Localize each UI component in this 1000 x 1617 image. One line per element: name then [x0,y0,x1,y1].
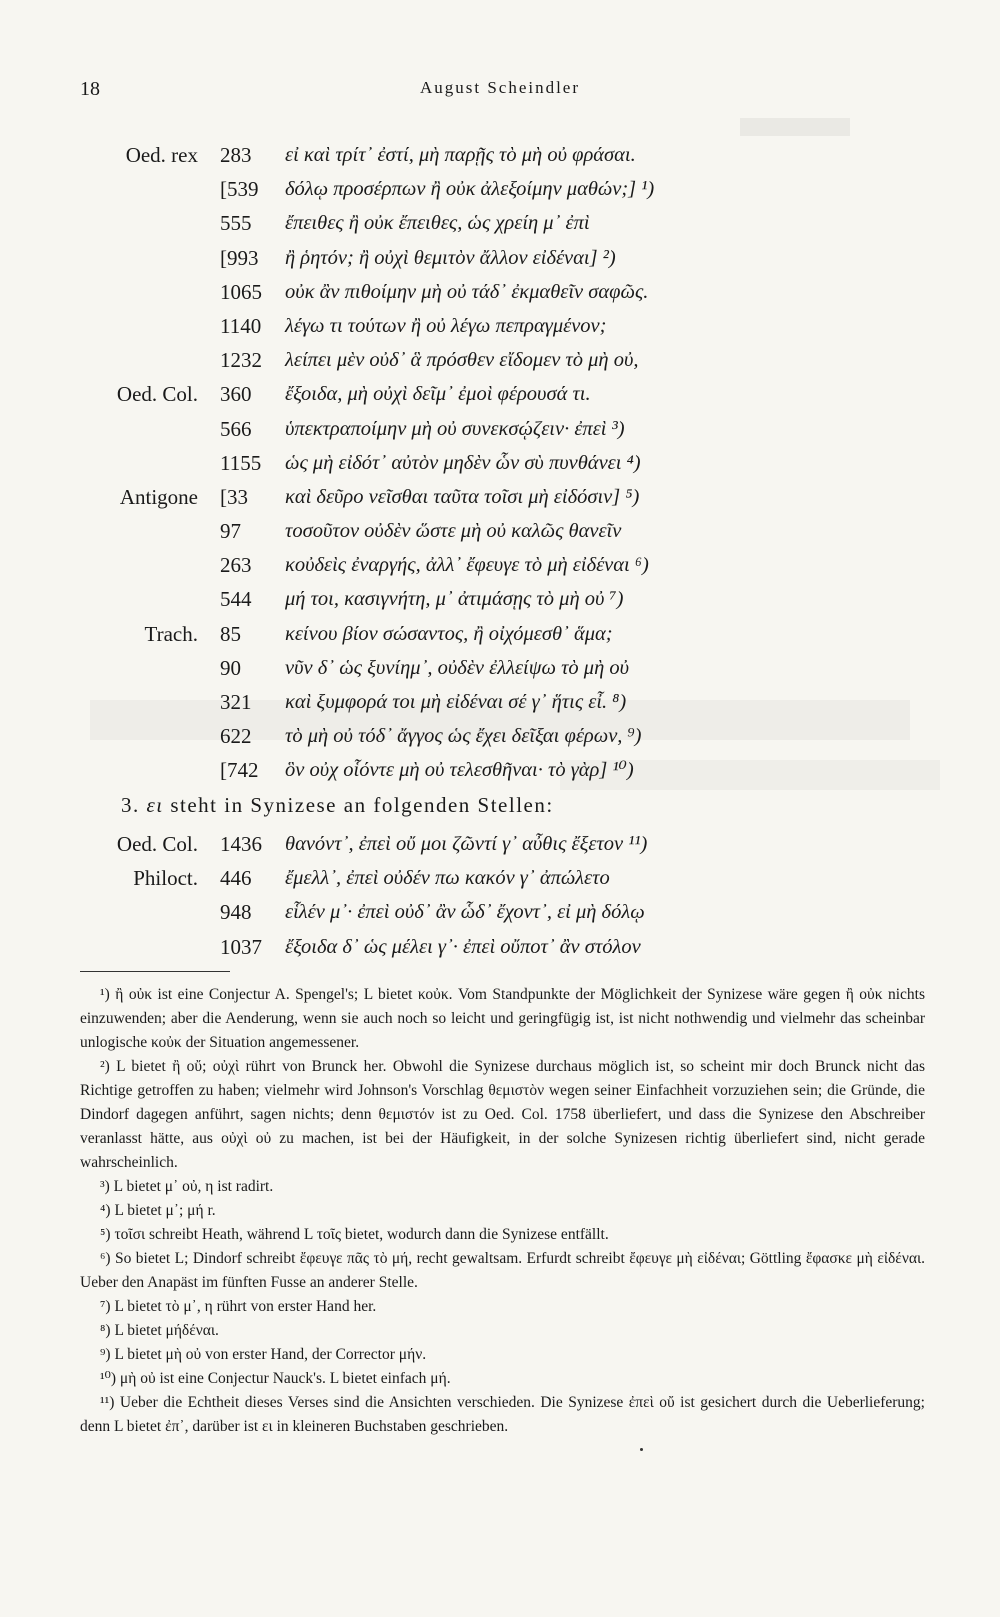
line-number: [993 [220,245,259,270]
verse-row [80,377,940,411]
line-number: 85 [220,621,241,646]
running-title: August Scheindler [419,78,581,97]
line-number: 1436 [220,832,262,856]
footnote-rule [80,971,230,972]
bleed-through-texture [740,118,850,136]
verse-citation-list [80,138,940,788]
footnote: ³) L bietet μ᾽ οὐ, η ist radirt. [100,1178,274,1195]
line-number: 1232 [220,348,262,373]
footnote: ⁸) L bietet μήδέναι. [100,1322,219,1339]
greek-verse: κείνου βίον σώσαντος, ἢ οἰχόμεσθ᾽ ἅμα; [285,622,613,645]
play-name: Trach. [144,621,198,646]
line-number: [33 [220,484,248,509]
verse-row [80,206,940,240]
greek-verse: θανόντ᾽, ἐπεὶ οὔ μοι ζῶντί γ᾽ αὖθις ἔξετον ¹¹) [285,833,648,855]
footnote: ²) L bietet ἢ οὔ; οὐχὶ rührt von Brunck her. Obwohl die Synizese durchaus möglich ist, so scheint mir doch Brunck nicht das Richtige getroffen zu haben; vielmehr wird Johnson's Vorschlag θεμιστὸν wegen seiner Einfachheit vorzuziehen sein; die Gründe, die Dindorf dagegen anführt, sagen nichts; denn θεμιστόν ist zu Oed. Col. 1758 überliefert, und dass die Synizese den Abschreiber veranlasst hätte, aus οὐχὶ οὐ zu machen, ist bei der Häufigkeit, in der solche Synizesen richtig überliefert sind, nicht gerade wahrscheinlich. [80,1058,925,1171]
verse-row [80,514,940,548]
page-number: 18 [80,78,100,100]
greek-verse: καὶ δεῦρο νεῖσθαι ταῦτα τοῖσι μὴ εἰδόσιν] ⁵) [285,485,640,508]
play-name: Philoct. [133,866,198,891]
greek-verse: τοσοῦτον οὐδὲν ὥστε μὴ οὐ καλῶς θανεῖν [285,520,622,543]
line-number: 1140 [220,313,262,338]
line-number: 948 [220,900,252,925]
line-number: 1155 [220,450,262,475]
section-heading [121,793,554,818]
greek-verse: λέγω τι τούτων ἢ οὐ λέγω πεπραγμένον; [285,314,607,337]
verse-row [80,446,940,480]
line-number: 622 [220,724,252,749]
greek-verse: οὐκ ἂν πιθοίμην μὴ οὐ τάδ᾽ ἐκμαθεῖν σαφῶς. [285,280,649,303]
greek-verse: εἰ καὶ τρίτ᾽ ἐστί, μὴ παρῇς τὸ μὴ οὐ φράσαι. [285,144,636,166]
greek-verse: ἔξοιδα δ᾽ ὡς μέλει γ᾽· ἐπεὶ οὔποτ᾽ ἂν στόλον [285,935,641,958]
verse-row [80,548,940,582]
play-name: Oed. Col. [116,832,198,856]
footnote: ¹) ἢ οὐκ ist eine Conjectur A. Spengel's; L bietet κοὐκ. Vom Standpunkte der Möglichkeit der Synizese wäre gegen ἢ οὐκ nichts einzuwenden; aber die Aenderung, wenn sie auch noch so leicht und geringfügig ist, ist nicht nothwendig und vielmehr das scheinbar unlogische κοὐκ der Situation angemessener. [80,986,925,1051]
verse-row [80,480,940,514]
verse-row [80,412,940,446]
footnote: ¹¹) Ueber die Echtheit dieses Verses sind die Ansichten verschieden. Die Synizese ἐπεὶ οὔ ist gesichert durch die Ueberlieferung; denn L bietet ἐπ᾽, darüber ist ει in kleineren Buchstaben geschrieben. [80,1394,925,1435]
verse-row [80,309,940,343]
greek-verse: ἔμελλ᾽, ἐπεὶ οὐδέν πω κακόν γ᾽ ἀπώλετο [285,867,610,890]
line-number: [742 [220,758,259,783]
verse-row [80,685,940,719]
greek-verse: ὡς μὴ εἰδότ᾽ αὐτὸν μηδὲν ὧν σὺ πυνθάνει ⁴) [285,451,641,474]
ink-speck [640,1448,643,1451]
section-text: steht in Synizese an folgenden Stellen: [170,793,554,817]
verse-row [80,861,940,895]
line-number: 566 [220,416,252,441]
line-number: 544 [220,587,252,612]
verse-row [80,343,940,377]
footnote: ⁹) L bietet μὴ οὐ von erster Hand, der Corrector μήν. [100,1346,427,1363]
play-name: Oed. rex [125,143,198,167]
footnote: ⁵) τοῖσι schreibt Heath, während L τοῖς bietet, wodurch dann die Synizese entfällt. [100,1226,609,1243]
line-number: 1065 [220,279,262,304]
greek-verse: δόλῳ προσέρπων ἢ οὐκ ἀλεξοίμην μαθών;] ¹) [285,178,655,201]
verse-row [80,138,940,172]
section-number: 3. [121,793,140,817]
greek-verse: ὃν οὐχ οἷόντε μὴ οὐ τελεσθῆναι· τὸ γὰρ] ¹⁰) [285,759,634,782]
greek-verse: καὶ ξυμφορά τοι μὴ εἰδέναι σέ γ᾽ ἥτις εἶ. ⁸) [285,691,627,713]
verse-row [80,895,940,929]
line-number: 90 [220,655,241,680]
greek-verse: εἷλέν μ᾽· ἐπεὶ οὐδ᾽ ἂν ὧδ᾽ ἔχοντ᾽, εἰ μὴ δόλῳ [285,901,645,924]
verse-row [80,753,940,787]
page-header [80,78,920,108]
footnote: ⁷) L bietet τὸ μ᾽, η rührt von erster Hand her. [100,1298,377,1315]
greek-verse: ἔξοιδα, μὴ οὐχὶ δεῖμ᾽ ἐμοὶ φέρουσά τι. [285,383,591,406]
line-number: 446 [220,866,252,891]
footnotes [80,983,925,1439]
verse-row [80,617,940,651]
greek-verse: ὑπεκτραποίμην μὴ οὐ συνεκσῴζειν· ἐπεὶ ³) [285,417,625,440]
line-number: 97 [220,519,241,544]
greek-verse: τὸ μὴ οὐ τόδ᾽ ἄγγος ὡς ἔχει δεῖξαι φέρων, ⁹) [285,725,642,748]
line-number: 555 [220,211,252,236]
line-number: [539 [220,177,259,202]
greek-verse: νῦν δ᾽ ὡς ξυνίημ᾽, οὐδὲν ἐλλείψω τὸ μὴ οὐ [285,656,630,679]
greek-verse: λείπει μὲν οὐδ᾽ ἃ πρόσθεν εἴδομεν τὸ μὴ οὐ, [285,349,639,372]
line-number: 360 [220,382,252,407]
footnote: ¹⁰) μὴ οὐ ist eine Conjectur Nauck's. L bietet einfach μή. [100,1370,451,1387]
verse-row [80,275,940,309]
verse-row [80,241,940,275]
greek-verse: κοὐδεὶς ἐναργής, ἀλλ᾽ ἔφευγε τὸ μὴ εἰδέναι ⁶) [285,554,649,577]
greek-verse: μή τοι, κασιγνήτη, μ᾽ ἀτιμάσῃς τὸ μὴ οὐ ⁷) [285,588,624,611]
verse-row [80,651,940,685]
section-marker: ει [146,793,164,817]
footnote: ⁶) So bietet L; Dindorf schreibt ἔφευγε πᾶς τὸ μή, recht gewaltsam. Erfurdt schreibt ἔφευγε μὴ εἰδέναι; Göttling ἔφασκε μὴ εἰδέναι. Ueber den Anapäst im fünften Fusse an anderer Stelle. [80,1250,925,1291]
line-number: 1037 [220,934,262,959]
footnote: ⁴) L bietet μ᾽; μή r. [100,1202,216,1219]
verse-row [80,827,940,861]
verse-citation-list-synizese [80,827,940,964]
line-number: 263 [220,553,252,578]
play-name: Antigone [119,484,198,509]
line-number: 283 [220,143,252,167]
greek-verse: ἢ ῥητόν; ἢ οὐχὶ θεμιτὸν ἄλλον εἰδέναι] ²) [285,246,616,269]
play-name: Oed. Col. [116,382,198,407]
greek-verse: ἔπειθες ἢ οὐκ ἔπειθες, ὡς χρείη μ᾽ ἐπὶ [285,212,590,235]
verse-row [80,172,940,206]
line-number: 321 [220,690,252,714]
verse-row [80,719,940,753]
verse-row [80,930,940,964]
verse-row [80,582,940,616]
